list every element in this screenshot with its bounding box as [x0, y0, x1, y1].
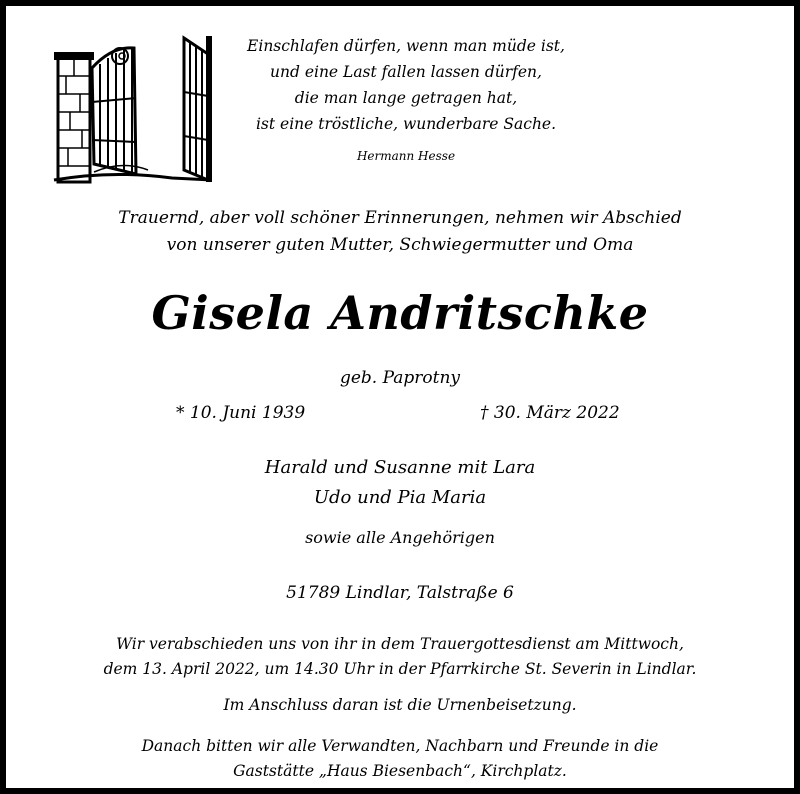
intro-line: Trauernd, aber voll schöner Erinnerungen, nehmen wir Abschied	[118, 208, 682, 228]
intro-line: von unserer guten Mutter, Schwiegermutter und Oma	[166, 235, 634, 255]
mourners	[6, 453, 794, 513]
address: 51789 Lindlar, Talstraße 6	[286, 583, 514, 603]
maiden-name: geb. Paprotny	[339, 368, 461, 388]
poem-line: die man lange getragen hat,	[294, 89, 518, 107]
urn-burial-note: Im Anschluss daran ist die Urnenbeisetzung.	[223, 696, 577, 714]
poem	[206, 33, 606, 137]
invite-line: Danach bitten wir alle Verwandten, Nachbarn und Freunde in die	[141, 737, 659, 755]
intro-text	[6, 205, 794, 259]
poem-line: und eine Last fallen lassen dürfen,	[270, 63, 542, 81]
death-date: † 30. März 2022	[480, 403, 620, 423]
mourner-line: Harald und Susanne mit Lara	[264, 457, 536, 478]
birth-date: * 10. Juni 1939	[176, 403, 306, 423]
poem-line: ist eine tröstliche, wunderbare Sache.	[255, 115, 557, 133]
reception-invitation	[6, 734, 794, 784]
gate-illustration-icon	[52, 32, 212, 184]
service-details	[6, 632, 794, 682]
mourner-line: Udo und Pia Maria	[313, 487, 487, 508]
poem-line: Einschlafen dürfen, wenn man müde ist,	[247, 37, 565, 55]
service-line: dem 13. April 2022, um 14.30 Uhr in der Pfarrkirche St. Severin in Lindlar.	[103, 660, 697, 678]
poem-author: Hermann Hesse	[356, 149, 456, 163]
service-line: Wir verabschieden uns von ihr in dem Trauergottesdienst am Mittwoch,	[116, 635, 684, 653]
invite-line: Gaststätte „Haus Biesenbach“, Kirchplatz.	[233, 762, 567, 780]
deceased-name: Gisela Andritschke	[151, 286, 649, 340]
other-relatives: sowie alle Angehörigen	[305, 528, 495, 547]
